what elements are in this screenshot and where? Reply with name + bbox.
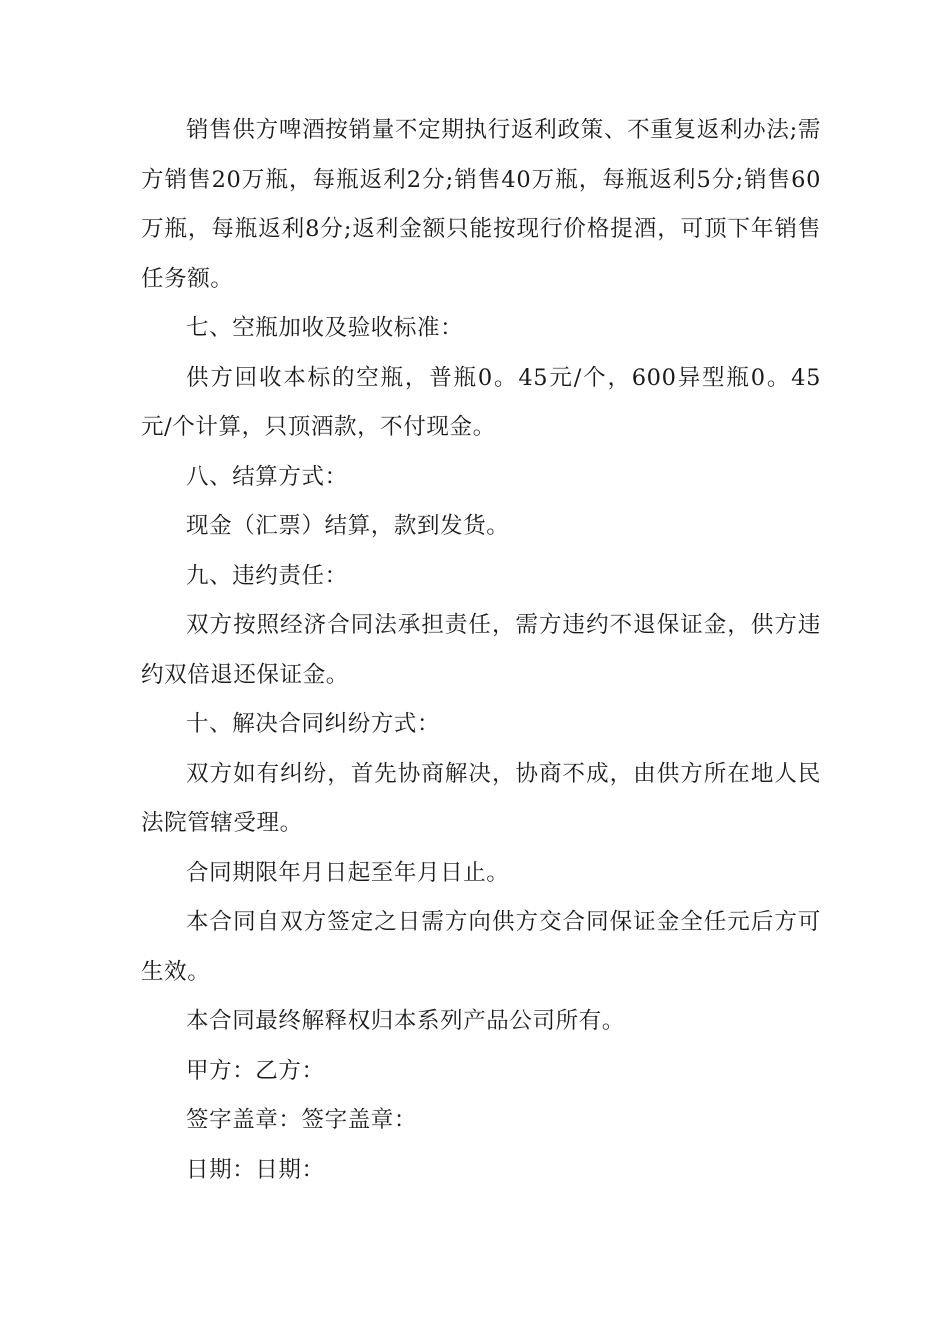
paragraph-disputes: 双方如有纠纷，首先协商解决，协商不成，由供方所在地人民法院管辖受理。 (141, 760, 821, 836)
paragraph-interpretation: 本合同最终解释权归本系列产品公司所有。 (186, 1008, 625, 1034)
signature-date: 日期：日期： (186, 1156, 325, 1183)
paragraph-liability: 双方按照经济合同法承担责任，需方违约不退保证金，供方违约双倍退还保证金。 (141, 612, 821, 688)
section-heading-settlement: 八、结算方式： (186, 463, 348, 490)
document-body (141, 106, 821, 1195)
paragraph-effectiveness: 本合同自双方签定之日需方向供方交合同保证金全任元后方可生效。 (141, 909, 821, 985)
section-heading-empty-bottles: 七、空瓶加收及验收标准： (186, 315, 464, 341)
signature-seal: 签字盖章：签字盖章： (186, 1107, 418, 1133)
section-heading-disputes: 十、解决合同纠纷方式： (186, 711, 441, 737)
paragraph-rebate-policy: 销售供方啤酒按销量不定期执行返利政策、不重复返利办法;需方销售20万瓶，每瓶返利2分;销售40万瓶，每瓶返利5分;销售60万瓶，每瓶返利8分;返利金额只能按现行价格提酒，可顶下年销售任务额。 (141, 117, 821, 292)
signature-parties: 甲方：乙方： (186, 1057, 325, 1084)
paragraph-empty-bottles: 供方回收本标的空瓶，普瓶0。45元/个，600异型瓶0。45元/个计算，只顶酒款，不付现金。 (141, 364, 821, 440)
section-heading-liability: 九、违约责任： (186, 562, 348, 589)
paragraph-contract-term: 合同期限年月日起至年月日止。 (186, 859, 510, 886)
paragraph-settlement: 现金（汇票）结算，款到发货。 (186, 513, 510, 539)
